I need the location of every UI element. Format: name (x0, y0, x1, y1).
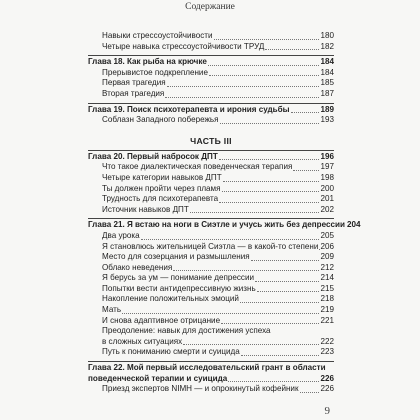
toc-entry-page: 180 (320, 31, 334, 40)
chapter-title: Глава 18. Как рыба на крючке (88, 57, 207, 67)
dot-leader (141, 239, 320, 240)
dot-leader (122, 313, 319, 314)
dot-leader (221, 323, 319, 324)
dot-leader (222, 191, 320, 192)
chapter-page: 196 (320, 151, 334, 161)
toc-entry (88, 173, 334, 184)
toc-entry-page: 221 (320, 315, 334, 325)
chapter-page: 184 (320, 57, 334, 67)
dot-leader (251, 260, 320, 261)
chapter-divider (88, 103, 334, 104)
chapter-title: Глава 21. Я встаю на ноги в Сиэтле и учусь жить без депрессии (88, 220, 345, 230)
dot-leader (291, 112, 320, 113)
toc-entry-page: 184 (320, 67, 334, 77)
toc-entry-page: 202 (320, 204, 334, 214)
dot-leader (220, 123, 320, 124)
chapter-divider (88, 361, 334, 362)
toc-entry-page: 215 (320, 283, 334, 293)
toc-entry-page: 223 (320, 347, 334, 357)
toc-entry-page: 212 (320, 262, 334, 272)
dot-leader (209, 75, 320, 76)
chapter-page: 226 (320, 373, 334, 383)
toc-entry-title: Путь к пониманию смерти и суицида (102, 347, 240, 357)
toc-entry-title: Четыре категории навыков ДПТ (102, 172, 222, 182)
toc-entry-page: 201 (320, 194, 334, 204)
toc-entry (88, 294, 334, 305)
toc-entry (88, 194, 334, 205)
toc-entry (88, 31, 334, 42)
toc-entry (88, 162, 334, 173)
toc-entry (88, 42, 334, 53)
toc-entry-page: 226 (320, 384, 334, 394)
toc-entry-title: Что такое диалектическая поведенческая терапия (102, 162, 293, 172)
dot-leader (208, 65, 320, 66)
toc-entry-title: И снова адаптивное отрицание (102, 315, 221, 325)
chapter-19-entry (88, 105, 334, 116)
dot-leader (165, 97, 319, 98)
chapter-page: 204 (346, 220, 361, 230)
toc-entry-page: 209 (320, 252, 334, 262)
toc-entry (88, 78, 334, 89)
dot-leader (219, 159, 320, 160)
dot-leader (240, 302, 320, 303)
chapter-22-entry-line1 (88, 363, 334, 374)
chapter-22-entry-line2 (88, 374, 334, 385)
chapter-divider (88, 150, 334, 151)
toc-entry-page: 197 (320, 162, 334, 172)
toc-entry (88, 305, 334, 316)
toc-entry-page: 200 (320, 183, 334, 193)
chapter-21-entry (88, 220, 361, 231)
toc-entry-page: 219 (320, 305, 334, 315)
chapter-title: Глава 22. Мой первый исследовательский грант в области (88, 363, 326, 373)
dot-leader (228, 381, 319, 382)
toc-entry (88, 316, 334, 327)
toc-entry-title: Я становлюсь жительницей Сиэтла — в какой-то степени (102, 241, 319, 251)
toc-entry (88, 347, 334, 358)
toc-entry (88, 68, 334, 79)
toc-entry-title: Преодоление: навык для достижения успеха (102, 326, 271, 336)
chapter-20-entry (88, 152, 334, 163)
toc-entry-title: Накопление положительных эмоций (102, 294, 239, 304)
toc-entry (88, 284, 334, 295)
chapter-title: Глава 19. Поиск психотерапевта и ирония судьбы (88, 104, 290, 114)
toc-entry-page: 206 (320, 241, 334, 251)
chapter-title: Глава 20. Первый набросок ДПТ (88, 151, 218, 161)
toc-entry-title-cont: в сложных ситуациях (102, 336, 183, 346)
toc-entry-page: 187 (320, 88, 334, 98)
toc-entry-title: Место для созерцания и размышления (102, 252, 250, 262)
toc-entry-page: 185 (320, 78, 334, 88)
toc-entry (88, 242, 334, 253)
toc-entry-title: Попытки вести антидепрессивную жизнь (102, 283, 256, 293)
toc-entry-page: 198 (320, 172, 334, 182)
toc-entry-title: Приезд экспертов NIMH — и опрокинутый кофейник (102, 384, 299, 394)
toc-entry-line2 (88, 337, 334, 348)
toc-entry-title: Два урока (102, 230, 140, 240)
table-of-contents (88, 31, 361, 395)
dot-leader (293, 170, 319, 171)
dot-leader (223, 181, 320, 182)
chapter-divider (88, 55, 334, 56)
chapter-title-cont: поведенческой терапии и суицида (88, 373, 228, 383)
toc-entry-page: 193 (320, 115, 334, 125)
toc-entry-title: Первая трагедия (102, 78, 166, 88)
toc-entry (88, 263, 334, 274)
toc-entry-title: Четыре навыка стрессоустойчивости ТРУД (102, 41, 265, 51)
toc-entry (88, 384, 334, 395)
toc-entry-title: Прерывистое подкрепление (102, 67, 208, 77)
toc-entry-page: 214 (320, 273, 334, 283)
toc-entry-page: 182 (320, 41, 334, 51)
toc-entry-page: 218 (320, 294, 334, 304)
chapter-divider (88, 218, 334, 219)
toc-entry (88, 115, 334, 126)
dot-leader (219, 202, 319, 203)
toc-entry-title: Ты должен пройти через пламя (102, 183, 221, 193)
toc-entry-title: Вторая трагедия (102, 88, 165, 98)
dot-leader (255, 281, 319, 282)
toc-entry-title: Навыки стрессоустойчивости (102, 31, 213, 40)
running-header: Содержание (185, 2, 235, 12)
toc-entry-title: Мать (102, 305, 122, 315)
chapter-page: 189 (320, 104, 334, 114)
toc-entry (88, 205, 334, 216)
toc-entry-line1 (88, 326, 334, 337)
dot-leader (300, 392, 320, 393)
toc-entry (88, 184, 334, 195)
page-number: 9 (324, 405, 330, 417)
dot-leader (257, 291, 320, 292)
toc-entry-title: Источник навыков ДПТ (102, 204, 189, 214)
dot-leader (173, 270, 319, 271)
dot-leader (183, 344, 319, 345)
toc-entry-page: 222 (320, 336, 334, 346)
toc-entry (88, 252, 334, 263)
dot-leader (167, 86, 320, 87)
chapter-18-entry (88, 57, 334, 68)
dot-leader (265, 49, 319, 50)
toc-entry-title: Соблазн Западного побережья (102, 115, 219, 125)
dot-leader (190, 212, 320, 213)
part-heading: ЧАСТЬ III (190, 135, 232, 146)
toc-entry-page: 205 (320, 230, 334, 240)
toc-entry-title: Трудность для психотерапевта (102, 194, 219, 204)
toc-entry (88, 231, 334, 242)
toc-entry-title: Облако неведения (102, 262, 173, 272)
toc-entry-title: Я берусь за ум — понимание депрессии (102, 273, 255, 283)
dot-leader (241, 355, 320, 356)
dot-leader (214, 39, 320, 40)
toc-entry (88, 273, 334, 284)
toc-entry (88, 89, 334, 100)
